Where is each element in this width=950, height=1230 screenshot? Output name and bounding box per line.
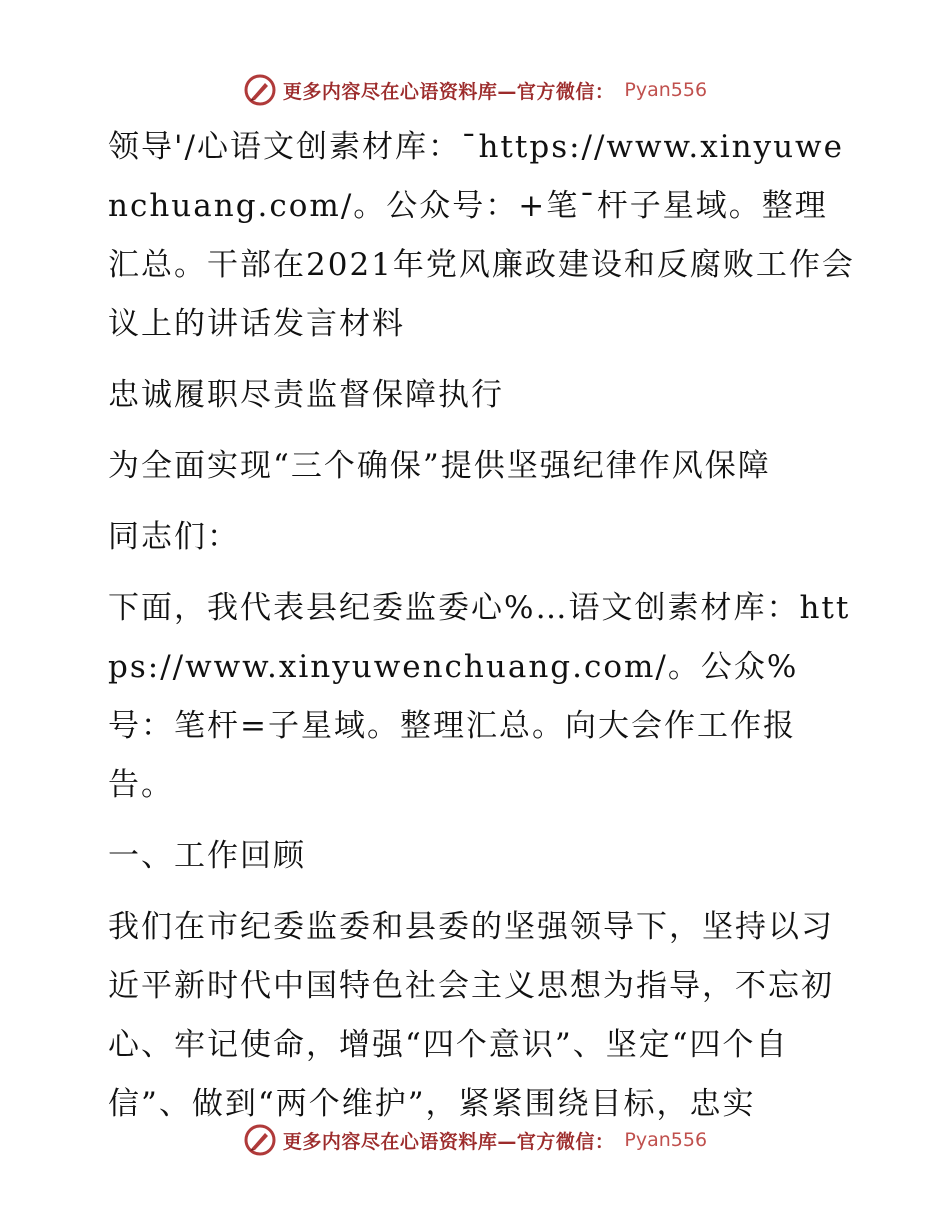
section-heading: 一、工作回顾 (108, 838, 306, 874)
pen-circle-logo-icon (243, 73, 277, 107)
footer-banner-inner (243, 1123, 707, 1157)
footer-banner-contact: Pyan556 (624, 1129, 708, 1151)
document-title: 忠诚履职尽责监督保障执行 (108, 377, 504, 413)
footer-banner-text: 更多内容尽在心语资料库—官方微信： (282, 1130, 615, 1153)
header-banner-inner (243, 73, 707, 107)
document-body (98, 118, 858, 1134)
report-intro-paragraph: 下面，我代表县纪委监委心%…语文创素材库：https://www.xinyuwenchuang.com/。公众%号：笔杆=子星域。整理汇总。向大会作工作报告。 (108, 590, 851, 803)
intro-paragraph: 领导'/心语文创素材库：¯https://www.xinyuwenchuang.com/。公众号：+笔¯杆子星域。整理汇总。干部在2021年党风廉政建设和反腐败工作会议上的讲话发言材料 (108, 129, 855, 342)
header-banner-text: 更多内容尽在心语资料库—官方微信： (282, 80, 615, 103)
body-paragraph: 我们在市纪委监委和县委的坚强领导下，坚持以习近平新时代中国特色社会主义思想为指导，不忘初心、牢记使命，增强“四个意识”、坚定“四个自信”、做到“两个维护”，紧紧围绕目标，忠实 (108, 909, 834, 1122)
header-banner (0, 70, 950, 110)
salutation: 同志们： (108, 519, 240, 555)
pen-circle-logo-icon (243, 1123, 277, 1157)
header-banner-contact: Pyan556 (624, 79, 708, 101)
document-subtitle: 为全面实现“三个确保”提供坚强纪律作风保障 (108, 448, 771, 484)
footer-banner (0, 1120, 950, 1160)
